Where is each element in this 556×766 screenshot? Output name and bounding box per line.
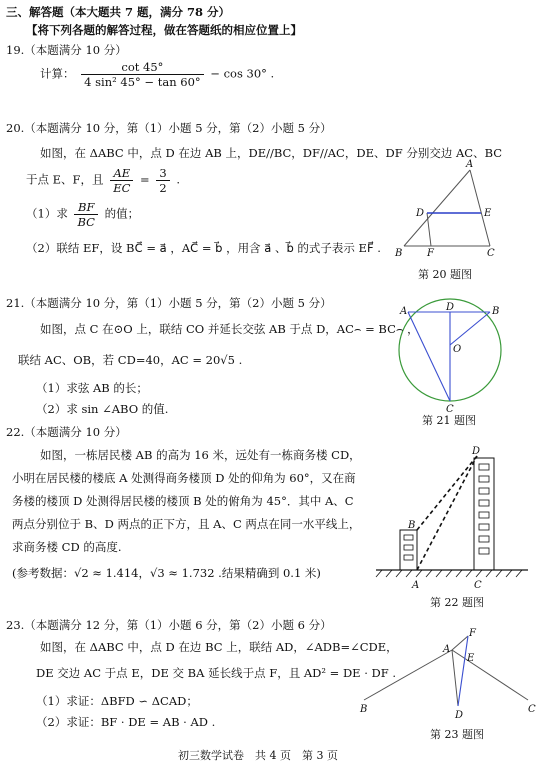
q20-text2-pre: 于点 E、F，且	[26, 172, 104, 187]
q23-label-a: A	[443, 644, 451, 655]
q23-label-d: D	[455, 710, 464, 721]
q21-label-o: O	[453, 344, 462, 355]
q20-part2: （2）联结 EF，设 BC⃗ = a⃗ ，AC⃗ = b⃗ ，用含 a⃗ 、b⃗ 的式子表示 EF⃗ .	[26, 241, 381, 255]
q21-part2: （2）求 sin ∠ABO 的值.	[36, 402, 169, 416]
q22-line5: 求商务楼 CD 的高度.	[12, 540, 122, 554]
q23-side-ac	[452, 650, 528, 700]
q19-numerator: cot 45°	[81, 60, 203, 75]
q20-header: 20.（本题满分 10 分，第（1）小题 5 分，第（2）小题 5 分）	[6, 121, 332, 135]
q21-label-c: C	[446, 404, 454, 415]
q20-ratio-val-num: 3	[156, 166, 169, 181]
q22-line3: 务楼的楼顶 D 处测得居民楼的楼顶 B 处的俯角为 45°．其中 A、C	[12, 494, 354, 508]
section-title: 三、解答题（本大题共 7 题，满分 78 分）	[6, 5, 231, 19]
page-footer: 初三数学试卷 共 4 页 第 3 页	[178, 749, 338, 762]
q21-label-b: B	[492, 306, 500, 317]
q22-line1: 如图，一栋居民楼 AB 的高为 16 米，远处有一栋商务楼 CD，	[40, 448, 361, 462]
q21-caption: 第 21 题图	[422, 414, 476, 427]
q20-text1: 如图，在 ΔABC 中，点 D 在边 AB 上，DE//BC，DF//AC，DE、DF 分别交边 AC、BC	[40, 146, 503, 160]
q23-label-b: B	[360, 704, 368, 715]
q20-label-b: B	[395, 248, 403, 259]
q20-ratio-den: EC	[113, 181, 131, 195]
q22-label-a: A	[412, 580, 420, 591]
q20-ratio-val-den: 2	[159, 181, 167, 195]
q23-label-e: E	[467, 653, 475, 664]
q21-part1: （1）求弦 AB 的长；	[36, 381, 148, 395]
q23-segment-ad	[452, 650, 458, 706]
q23-text2: DE 交边 AC 于点 E，DE 交 BA 延长线于点 F，且 AD² = DE · DF .	[36, 666, 397, 680]
q19-header: 19.（本题满分 10 分）	[6, 43, 127, 57]
q20-label-d: D	[416, 208, 425, 219]
q19-calc-label: 计算：	[40, 66, 75, 81]
q23-segment-df	[458, 636, 468, 706]
q22-commercial-building	[474, 458, 494, 570]
q21-text2: 联结 AC、OB，若 CD=40，AC = 20√5 .	[18, 353, 243, 367]
q23-extension-af	[452, 636, 468, 650]
q22-line2: 小明在居民楼的楼底 A 处测得商务楼顶 D 处的仰角为 60°，又在商	[12, 471, 356, 485]
q20-text2-post: .	[176, 172, 180, 187]
q22-label-d: D	[472, 446, 481, 457]
q22-line-ad	[417, 456, 477, 570]
q21-header: 21.（本题满分 10 分，第（1）小题 5 分，第（2）小题 5 分）	[6, 296, 332, 310]
q22-reference: (参考数据：√2 ≈ 1.414，√3 ≈ 1.732 .结果精确到 0.1 米)	[12, 566, 321, 580]
q19-tail: − cos 30° .	[210, 66, 275, 81]
q21-label-a: A	[400, 306, 408, 317]
q20-side-ab	[404, 170, 470, 246]
q20-part1-den: BC	[77, 215, 95, 229]
q23-header: 23.（本题满分 12 分，第（1）小题 6 分，第（2）小题 6 分）	[6, 618, 332, 632]
q21-label-d: D	[446, 302, 455, 313]
q23-caption: 第 23 题图	[430, 728, 484, 741]
q20-label-e: E	[484, 208, 492, 219]
q23-part1: （1）求证：ΔBFD ∽ ΔCAD；	[36, 694, 198, 708]
q20-part1-pre: （1）求	[26, 206, 68, 221]
q20-label-a: A	[466, 159, 474, 170]
q20-label-f: F	[427, 248, 434, 259]
section-instruction: 【将下列各题的解答过程，做在答题纸的相应位置上】	[26, 23, 302, 37]
q22-line-bd	[417, 456, 477, 530]
q23-part2: （2）求证：BF · DE = AB · AD .	[36, 715, 216, 729]
q20-part1-post: 的值；	[104, 206, 140, 221]
q20-label-c: C	[487, 248, 495, 259]
q22-caption: 第 22 题图	[430, 596, 484, 609]
q20-part1-num: BF	[74, 200, 97, 215]
q22-header: 22.（本题满分 10 分）	[6, 425, 127, 439]
q20-ratio-num: AE	[110, 166, 133, 181]
q19-denominator: 4 sin² 45° − tan 60°	[84, 75, 201, 89]
q22-label-b: B	[408, 520, 416, 531]
q23-label-c: C	[528, 704, 536, 715]
q20-ratio-eq: =	[140, 172, 150, 187]
q23-label-f: F	[469, 628, 476, 639]
q21-text1: 如图，点 C 在⊙O 上，联结 CO 并延长交弦 AB 于点 D，AC⌢ = BC⌢ ，	[40, 322, 419, 336]
q20-caption: 第 20 题图	[418, 268, 472, 281]
q23-text1: 如图，在 ΔABC 中，点 D 在边 BC 上，联结 AD，∠ADB=∠CDE，	[40, 640, 398, 654]
q22-label-c: C	[474, 580, 482, 591]
q22-line4: 两点分别位于 B、D 两点的正下方，且 A、C 两点在同一水平线上，	[12, 517, 361, 531]
q21-segment-ob	[450, 312, 490, 345]
